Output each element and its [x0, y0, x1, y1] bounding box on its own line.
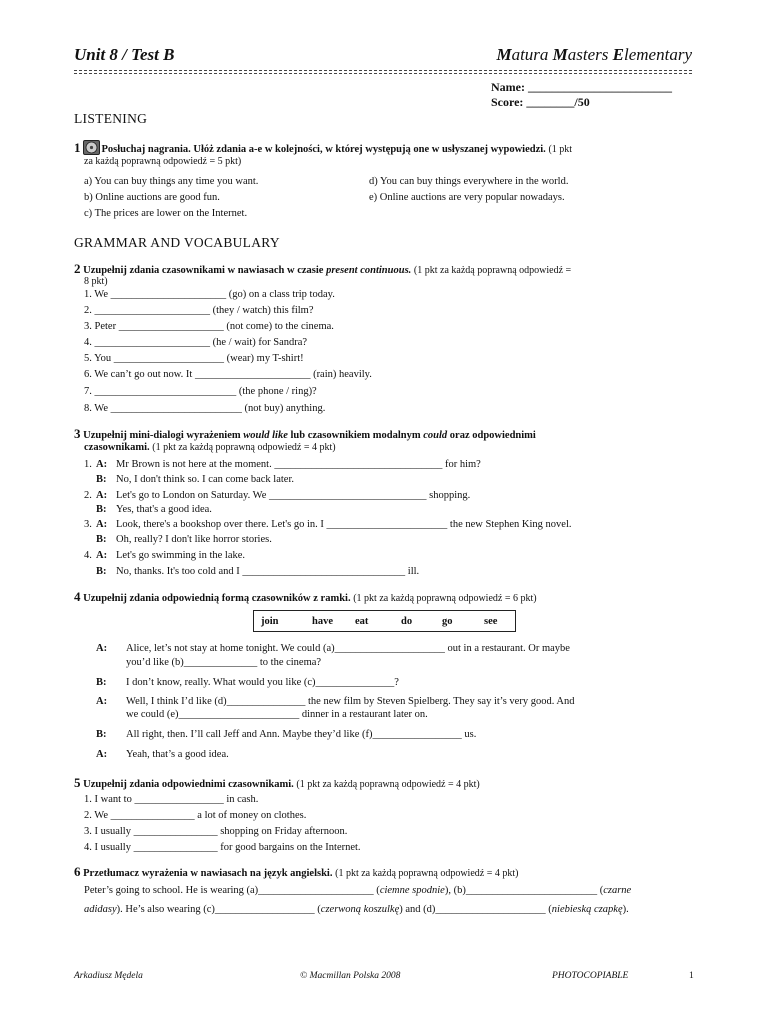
question-number: 1 [74, 140, 81, 155]
dialog-text: Yeah, that’s a good idea. [126, 749, 229, 760]
section-heading-listening: LISTENING [74, 111, 148, 126]
question-number: 6 [74, 864, 81, 879]
question-3-continued [84, 441, 336, 455]
question-instruction: czasownikami. [84, 442, 150, 453]
question-instruction: Uzupełnij zdania odpowiednimi czasownikami. [83, 779, 294, 790]
name-field[interactable]: Name: ________________________ [491, 80, 672, 94]
series-title-part: M [552, 45, 568, 64]
translation-line[interactable] [84, 903, 629, 917]
answer-option: a) You can buy things any time you want. [84, 176, 259, 187]
question-2 [74, 261, 571, 278]
question-instruction-emphasis: would like [243, 430, 288, 441]
dialog-number: 3. [84, 519, 92, 530]
answer-option: b) Online auctions are good fun. [84, 192, 220, 203]
points-note: 8 pkt) [84, 276, 108, 287]
speaker-label: B: [96, 504, 107, 515]
translation-text: Peter’s going to school. He is wearing (a)______________________ ( [84, 885, 380, 896]
answer-option: c) The prices are lower on the Internet. [84, 208, 248, 219]
speaker-label: A: [96, 490, 108, 501]
exercise-item[interactable]: 2. ______________________ (they / watch) this film? [84, 305, 314, 316]
word-box-item: eat [355, 616, 369, 627]
translation-text: ). [622, 904, 629, 915]
exercise-item[interactable]: 6. We can’t go out now. It ______________________ (rain) heavily. [84, 369, 372, 380]
exercise-item[interactable]: 2. We ________________ a lot of money on clothes. [84, 810, 307, 821]
dialog-text: Let's go to London on Saturday. We ______________________________ shopping. [116, 490, 471, 501]
question-instruction-emphasis: could [423, 430, 448, 441]
exercise-item[interactable]: 4. ______________________ (he / wait) for Sandra? [84, 337, 308, 348]
exercise-item[interactable]: 4. I usually ________________ for good bargains on the Internet. [84, 842, 361, 853]
exercise-item[interactable]: 8. We _________________________ (not buy) anything. [84, 403, 326, 414]
speaker-label: B: [96, 566, 107, 577]
question-instruction: Uzupełnij zdania odpowiednią formą czasowników z ramki. [83, 593, 351, 604]
points-note: (1 pkt za każdą poprawną odpowiedź = 4 pkt) [335, 868, 519, 879]
question-6 [74, 864, 518, 881]
exercise-item[interactable]: 7. ___________________________ (the phone / ring)? [84, 386, 317, 397]
dialog-line [84, 549, 245, 563]
dialog-line[interactable] [84, 489, 470, 503]
speaker-label: A: [96, 519, 108, 530]
translation-line[interactable] [84, 884, 631, 898]
dialog-line[interactable] [84, 518, 572, 532]
dialog-text: Well, I think I’d like (d)_______________ the new film by Steven Spielberg. They say it’s very good. And [126, 696, 575, 707]
polish-phrase: czarne [603, 885, 632, 896]
exercise-item[interactable]: 3. I usually ________________ shopping on Friday afternoon. [84, 826, 348, 837]
dialog-text: Alice, let’s not stay at home tonight. We could (a)_____________________ out in a restaurant. Or maybe [126, 643, 570, 654]
speaker-label: B: [96, 729, 107, 740]
series-title [496, 44, 692, 66]
translation-text: ), (b)_________________________ ( [444, 885, 604, 896]
question-instruction: Uzupełnij zdania czasownikami w nawiasach w czasie [83, 265, 327, 276]
question-number: 3 [74, 426, 81, 441]
dialog-line[interactable] [96, 642, 570, 656]
speaker-label: A: [96, 643, 108, 654]
series-title-part: asters [567, 45, 613, 64]
word-box-item: join [261, 616, 279, 627]
footer-copyright: © Macmillan Polska 2008 [300, 971, 401, 981]
points-note: (1 pkt za każdą poprawną odpowiedź = 6 pkt) [353, 593, 537, 604]
question-instruction: lub czasownikiem modalnym [287, 430, 424, 441]
dialog-line[interactable] [84, 458, 481, 472]
speaker-label: B: [96, 474, 107, 485]
dialog-line-continued[interactable]: we could (e)_______________________ dinner in a restaurant later on. [126, 709, 428, 720]
series-title-part: atura [511, 45, 553, 64]
word-box-item: have [312, 616, 333, 627]
exercise-item[interactable]: 3. Peter ____________________ (not come) to the cinema. [84, 321, 334, 332]
dialog-line [84, 503, 212, 517]
dialog-line[interactable] [84, 565, 419, 579]
dialog-text: All right, then. I’ll call Jeff and Ann. Maybe they’d like (f)_________________ us. [126, 729, 477, 740]
audio-cd-icon [83, 140, 100, 155]
dialog-line[interactable] [96, 728, 476, 742]
word-box [253, 610, 516, 632]
answer-option: d) You can buy things everywhere in the world. [369, 176, 569, 187]
footer-photocopiable: PHOTOCOPIABLE [552, 971, 629, 981]
speaker-label: A: [96, 550, 108, 561]
dialog-line [84, 473, 294, 487]
dialog-line [84, 533, 272, 547]
question-number: 4 [74, 589, 81, 604]
question-4 [74, 589, 537, 606]
dialog-text: Look, there's a bookshop over there. Let's go in. I _______________________ the new Stephen King novel. [116, 519, 572, 530]
speaker-label: A: [96, 696, 108, 707]
dialog-number: 4. [84, 550, 92, 561]
question-instruction: Uzupełnij mini-dialogi wyrażeniem [83, 430, 244, 441]
polish-phrase: adidasy [84, 904, 117, 915]
dialog-text: Yes, that's a good idea. [116, 504, 212, 515]
speaker-label: B: [96, 677, 107, 688]
question-instruction: Posłuchaj nagrania. Ułóż zdania a-e w kolejności, w której występują one w usłyszanej wypowiedzi. [101, 144, 546, 155]
points-note: (1 pkt za każdą poprawną odpowiedź = 4 pkt) [152, 442, 336, 453]
dialog-text: Mr Brown is not here at the moment. ________________________________ for him? [116, 459, 481, 470]
dialog-line[interactable] [96, 676, 399, 690]
dialog-number: 1. [84, 459, 92, 470]
question-5 [74, 775, 480, 792]
dialog-text: No, thanks. It's too cold and I _______________________________ ill. [116, 566, 420, 577]
points-note: (1 pkt [548, 144, 573, 155]
answer-option: e) Online auctions are very popular nowadays. [369, 192, 565, 203]
series-title-part: E [612, 45, 625, 64]
translation-text: ) and (d)_____________________ ( [399, 904, 552, 915]
dialog-text: I don’t know, really. What would you like (c)_______________? [126, 677, 399, 688]
question-number: 5 [74, 775, 81, 790]
dialog-text: Oh, really? I don't like horror stories. [116, 534, 272, 545]
score-field[interactable]: Score: ________/50 [491, 95, 590, 109]
section-heading-grammar: GRAMMAR AND VOCABULARY [74, 235, 280, 250]
word-box-item: see [484, 616, 498, 627]
footer-author: Arkadiusz Mędela [74, 971, 143, 981]
points-note: za każdą poprawną odpowiedź = 5 pkt) [84, 156, 242, 167]
polish-phrase: czerwoną koszulkę [320, 904, 400, 915]
speaker-label: A: [96, 459, 108, 470]
translation-text: ). He’s also wearing (c)___________________ ( [116, 904, 321, 915]
dialog-text: No, I don't think so. I can come back later. [116, 474, 295, 485]
dialog-number: 2. [84, 490, 92, 501]
word-box-item: do [401, 616, 413, 627]
dialog-text: Let's go swimming in the lake. [116, 550, 246, 561]
page-number: 1 [689, 971, 694, 981]
header-rule [74, 70, 692, 71]
exercise-item[interactable]: 5. You _____________________ (wear) my T-shirt! [84, 353, 304, 364]
page-header-title: Unit 8 / Test B [74, 45, 175, 64]
points-note: (1 pkt za każdą poprawną odpowiedź = [413, 265, 572, 276]
question-number: 2 [74, 261, 81, 276]
header-rule [74, 73, 692, 74]
points-note: (1 pkt za każdą poprawną odpowiedź = 4 pkt) [296, 779, 480, 790]
question-instruction: Przetłumacz wyrażenia w nawiasach na język angielski. [83, 868, 333, 879]
exercise-item[interactable]: 1. I want to _________________ in cash. [84, 794, 259, 805]
speaker-label: A: [96, 749, 108, 760]
polish-phrase: niebieską czapkę [551, 904, 623, 915]
dialog-line-continued[interactable]: you’d like (b)______________ to the cinema? [126, 657, 322, 668]
word-box-item: go [442, 616, 453, 627]
polish-phrase: ciemne spodnie [379, 885, 445, 896]
question-instruction-emphasis: present continuous. [326, 265, 412, 276]
series-title-part: M [496, 45, 512, 64]
exercise-item[interactable]: 1. We ______________________ (go) on a class trip today. [84, 289, 335, 300]
speaker-label: B: [96, 534, 107, 545]
dialog-line[interactable] [96, 695, 574, 709]
series-title-part: lementary [624, 45, 692, 64]
dialog-line [96, 748, 229, 762]
question-instruction: oraz odpowiednimi [447, 430, 536, 441]
